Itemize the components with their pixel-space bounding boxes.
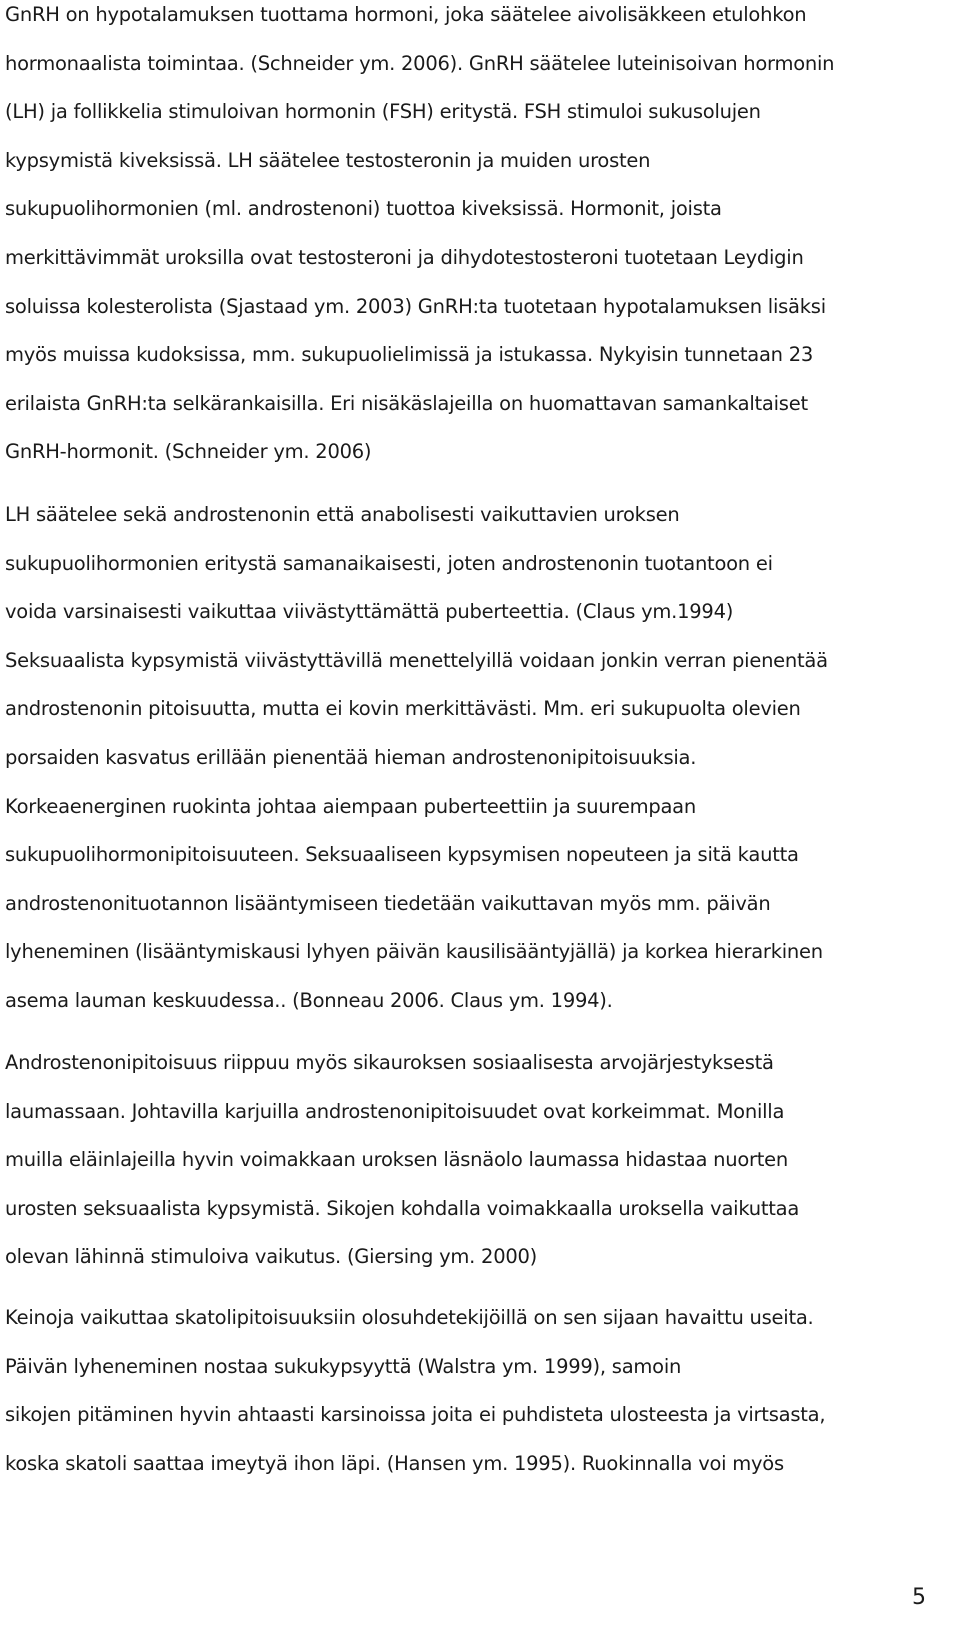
text-line: sukupuolihormonipitoisuuteen. Seksuaaliseen kypsymisen nopeuteen ja sitä kautta [5, 843, 799, 867]
text-line: voida varsinaisesti vaikuttaa viivästyttämättä puberteettia. (Claus ym.1994) [5, 600, 734, 624]
text-line: androstenonituotannon lisääntymiseen tiedetään vaikuttavan myös mm. päivän [5, 891, 771, 915]
text-line: (LH) ja follikkelia stimuloivan hormonin (FSH) eritystä. FSH stimuloi sukusolujen [5, 100, 761, 124]
text-line: sukupuolihormonien eritystä samanaikaisesti, joten androstenonin tuotantoon ei [5, 551, 773, 575]
page-number: 5 [912, 1585, 926, 1610]
text-line: androstenonin pitoisuutta, mutta ei kovin merkittävästi. Mm. eri sukupuolta olevien [5, 697, 801, 721]
text-line: lyheneminen (lisääntymiskausi lyhyen päivän kausilisääntyjällä) ja korkea hierarkinen [5, 940, 823, 964]
text-line: Korkeaenerginen ruokinta johtaa aiempaan puberteettiin ja suurempaan [5, 794, 696, 818]
text-line: muilla eläinlajeilla hyvin voimakkaan uroksen läsnäolo laumassa hidastaa nuorten [5, 1148, 789, 1172]
text-line: sukupuolihormonien (ml. androstenoni) tuottoa kiveksissä. Hormonit, joista [5, 197, 722, 221]
text-line: Keinoja vaikuttaa skatolipitoisuuksiin olosuhdetekijöillä on sen sijaan havaittu useita. [5, 1306, 814, 1329]
paragraph-lh-androstenone [5, 500, 828, 1035]
text-line: GnRH-hormonit. (Schneider ym. 2006) [5, 440, 372, 464]
text-line: sikojen pitäminen hyvin ahtaasti karsinoissa joita ei puhdisteta ulosteesta ja virtsasta, [5, 1403, 826, 1427]
text-line: olevan lähinnä stimuloiva vaikutus. (Giersing ym. 2000) [5, 1245, 538, 1269]
text-line: LH säätelee sekä androstenonin että anabolisesti vaikuttavien uroksen [5, 503, 680, 526]
text-line: merkittävimmät uroksilla ovat testosteroni ja dihydotestosteroni tuotetaan Leydigin [5, 245, 804, 269]
paragraph-social-hierarchy [5, 1048, 799, 1291]
paragraph-gnrh [5, 0, 834, 486]
text-line: Päivän lyheneminen nostaa sukukypsyyttä (Walstra ym. 1999), samoin [5, 1354, 682, 1378]
text-line: koska skatoli saattaa imeytyä ihon läpi. (Hansen ym. 1995). Ruokinnalla voi myös [5, 1451, 784, 1475]
text-line: myös muissa kudoksissa, mm. sukupuolielimissä ja istukassa. Nykyisin tunnetaan 23 [5, 343, 814, 367]
text-line: Seksuaalista kypsymistä viivästyttävillä menettelyillä voidaan jonkin verran pienentää [5, 648, 828, 672]
text-line: Androstenonipitoisuus riippuu myös sikauroksen sosiaalisesta arvojärjestyksestä [5, 1051, 774, 1074]
text-line: soluissa kolesterolista (Sjastaad ym. 2003) GnRH:ta tuotetaan hypotalamuksen lisäksi [5, 294, 826, 318]
paragraph-skatole [5, 1303, 825, 1497]
text-line: erilaista GnRH:ta selkärankaisilla. Eri nisäkäslajeilla on huomattavan samankaltaiset [5, 391, 808, 415]
text-line: kypsymistä kiveksissä. LH säätelee testosteronin ja muiden urosten [5, 148, 651, 172]
text-line: urosten seksuaalista kypsymistä. Sikojen kohdalla voimakkaalla uroksella vaikuttaa [5, 1196, 800, 1220]
text-line: laumassaan. Johtavilla karjuilla androstenonipitoisuudet ovat korkeimmat. Monilla [5, 1099, 785, 1123]
text-line: hormonaalista toimintaa. (Schneider ym. 2006). GnRH säätelee luteinisoivan hormonin [5, 51, 835, 75]
text-line: porsaiden kasvatus erillään pienentää hieman androstenonipitoisuuksia. [5, 745, 697, 769]
text-line: asema lauman keskuudessa.. (Bonneau 2006. Claus ym. 1994). [5, 988, 613, 1012]
text-line: GnRH on hypotalamuksen tuottama hormoni, joka säätelee aivolisäkkeen etulohkon [5, 3, 807, 26]
